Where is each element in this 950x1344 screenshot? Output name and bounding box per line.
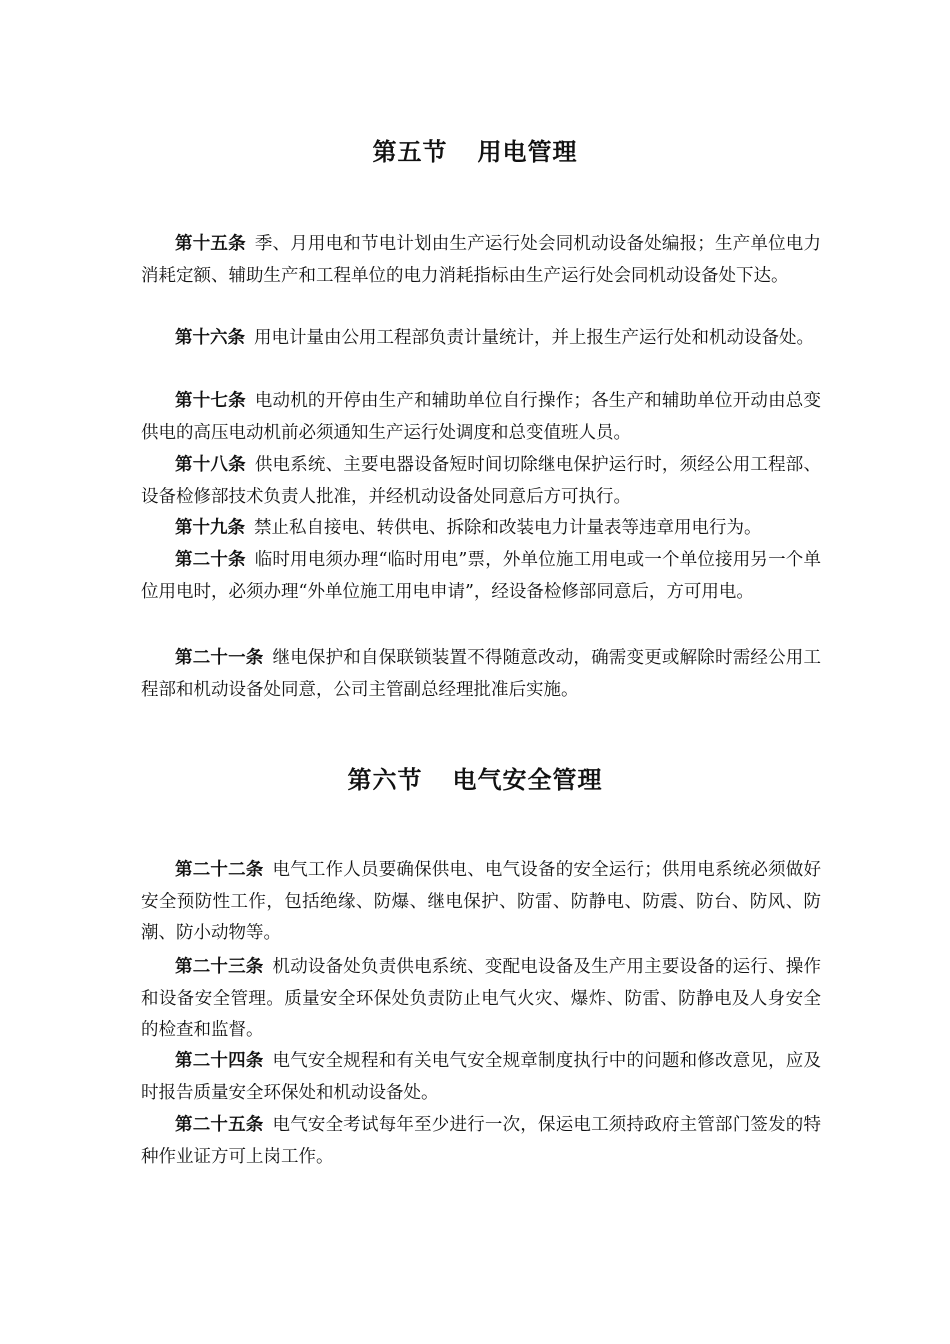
- article-paragraph: [141, 323, 821, 355]
- article-number: 第十七条: [175, 391, 246, 411]
- article-paragraph: [141, 545, 821, 608]
- section-title: [0, 136, 950, 168]
- article-text: 临时用电须办理“临时用电”票，外单位施工用电或一个单位接用另一个单位用电时，必须办理“外单位施工用电申请”，经设备检修部同意后，方可用电。: [141, 550, 821, 602]
- article-number: 第二十五条: [175, 1115, 264, 1135]
- article-paragraph: [141, 1110, 821, 1173]
- article-number: 第二十二条: [175, 860, 264, 880]
- article-text: 禁止私自接电、转供电、拆除和改装电力计量表等违章用电行为。: [254, 518, 762, 538]
- section-title: [0, 764, 950, 796]
- section-name: 用电管理: [477, 138, 578, 166]
- article-text: 用电计量由公用工程部负责计量统计，并上报生产运行处和机动设备处。: [254, 328, 814, 348]
- section-number: 第五节: [372, 138, 448, 166]
- article-paragraph: [141, 643, 821, 706]
- article-text: 继电保护和自保联锁装置不得随意改动，确需变更或解除时需经公用工程部和机动设备处同意，公司主管副总经理批准后实施。: [141, 648, 821, 700]
- section-name: 电气安全管理: [452, 766, 603, 794]
- article-text: 季、月用电和节电计划由生产运行处会同机动设备处编报；生产单位电力消耗定额、辅助生产和工程单位的电力消耗指标由生产运行处会同机动设备处下达。: [141, 234, 822, 286]
- article-paragraph: [141, 855, 821, 950]
- article-paragraph: [141, 513, 821, 545]
- article-number: 第二十条: [175, 550, 246, 570]
- article-text: 电气安全规程和有关电气安全规章制度执行中的问题和修改意见，应及时报告质量安全环保处和机动设备处。: [141, 1051, 821, 1103]
- article-text: 电动机的开停由生产和辅助单位自行操作；各生产和辅助单位开动由总变供电的高压电动机前必须通知生产运行处调度和总变值班人员。: [141, 391, 822, 443]
- article-number: 第十五条: [175, 234, 246, 254]
- article-text: 电气工作人员要确保供电、电气设备的安全运行；供用电系统必须做好安全预防性工作，包括绝缘、防爆、继电保护、防雷、防静电、防震、防台、防风、防潮、防小动物等。: [141, 860, 821, 943]
- article-text: 机动设备处负责供电系统、变配电设备及生产用主要设备的运行、操作和设备安全管理。质量安全环保处负责防止电气火灾、爆炸、防雷、防静电及人身安全的检查和监督。: [141, 957, 821, 1040]
- article-number: 第二十一条: [175, 648, 264, 668]
- article-paragraph: [141, 952, 821, 1047]
- article-text: 供电系统、主要电器设备短时间切除继电保护运行时，须经公用工程部、设备检修部技术负责人批准，并经机动设备处同意后方可执行。: [141, 455, 822, 507]
- article-paragraph: [141, 450, 821, 513]
- article-paragraph: [141, 229, 821, 292]
- article-number: 第十八条: [175, 455, 246, 475]
- article-paragraph: [141, 386, 821, 449]
- section-number: 第六节: [347, 766, 423, 794]
- article-number: 第十六条: [175, 328, 245, 348]
- article-number: 第二十三条: [175, 957, 264, 977]
- article-text: 电气安全考试每年至少进行一次，保运电工须持政府主管部门签发的特种作业证方可上岗工作。: [141, 1115, 821, 1167]
- article-paragraph: [141, 1046, 821, 1109]
- article-number: 第十九条: [175, 518, 245, 538]
- article-number: 第二十四条: [175, 1051, 264, 1071]
